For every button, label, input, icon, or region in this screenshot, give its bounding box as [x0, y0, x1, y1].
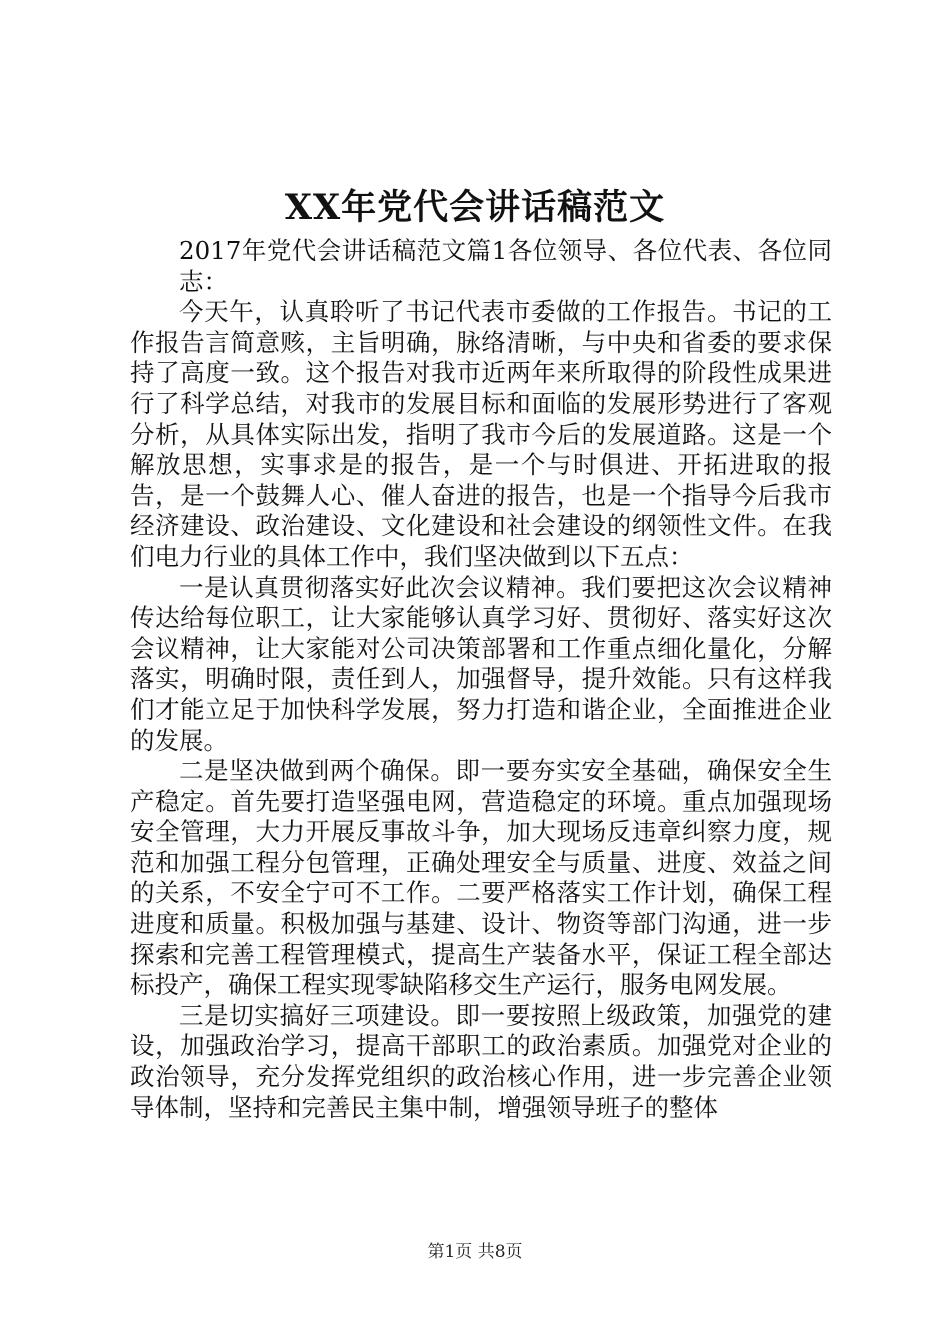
paragraph-point-three: 三是切实搞好三项建设。即一要按照上级政策，加强党的建设，加强政治学习，提高干部职工的政治素质。加强党对企业的政治领导，充分发挥党组织的政治核心作用，进一步完善企业领导体制，坚持和完善民主集中制，增强领导班子的整体	[130, 1000, 832, 1122]
paragraph-report-review: 今天午，认真聆听了书记代表市委做的工作报告。书记的工作报告言简意赅，主旨明确，脉络清晰，与中央和省委的要求保持了高度一致。这个报告对我市近两年来所取得的阶段性成果进行了科学总结，对我市的发展目标和面临的发展形势进行了客观分析，从具体实际出发，指明了我市今后的发展道路。这是一个解放思想，实事求是的报告，是一个与时俱进、开拓进取的报告，是一个鼓舞人心、催人奋进的报告，也是一个指导今后我市经济建设、政治建设、文化建设和社会建设的纲领性文件。在我们电力行业的具体工作中，我们坚决做到以下五点：	[130, 297, 832, 571]
paragraph-point-one: 一是认真贯彻落实好此次会议精神。我们要把这次会议精神传达给每位职工，让大家能够认真学习好、贯彻好、落实好这次会议精神，让大家能对公司决策部署和工作重点细化量化，分解落实，明确时限，责任到人，加强督导，提升效能。只有这样我们才能立足于加快科学发展，努力打造和谐企业，全面推进企业的发展。	[130, 572, 832, 755]
paragraph-opening: 2017年党代会讲话稿范文篇1各位领导、各位代表、各位同志：	[179, 236, 832, 296]
document-title: XX年党代会讲话稿范文	[284, 187, 666, 228]
page-number-footer: 第1页 共8页	[427, 1242, 523, 1262]
document-body	[130, 236, 832, 1123]
paragraph-point-two: 二是坚决做到两个确保。即一要夯实安全基础，确保安全生产稳定。首先要打造坚强电网，营造稳定的环境。重点加强现场安全管理，大力开展反事故斗争，加大现场反违章纠察力度，规范和加强工程分包管理，正确处理安全与质量、进度、效益之间的关系，不安全宁可不工作。二要严格落实工作计划，确保工程进度和质量。积极加强与基建、设计、物资等部门沟通，进一步探索和完善工程管理模式，提高生产装备水平，保证工程全部达标投产，确保工程实现零缺陷移交生产运行，服务电网发展。	[130, 756, 832, 1000]
